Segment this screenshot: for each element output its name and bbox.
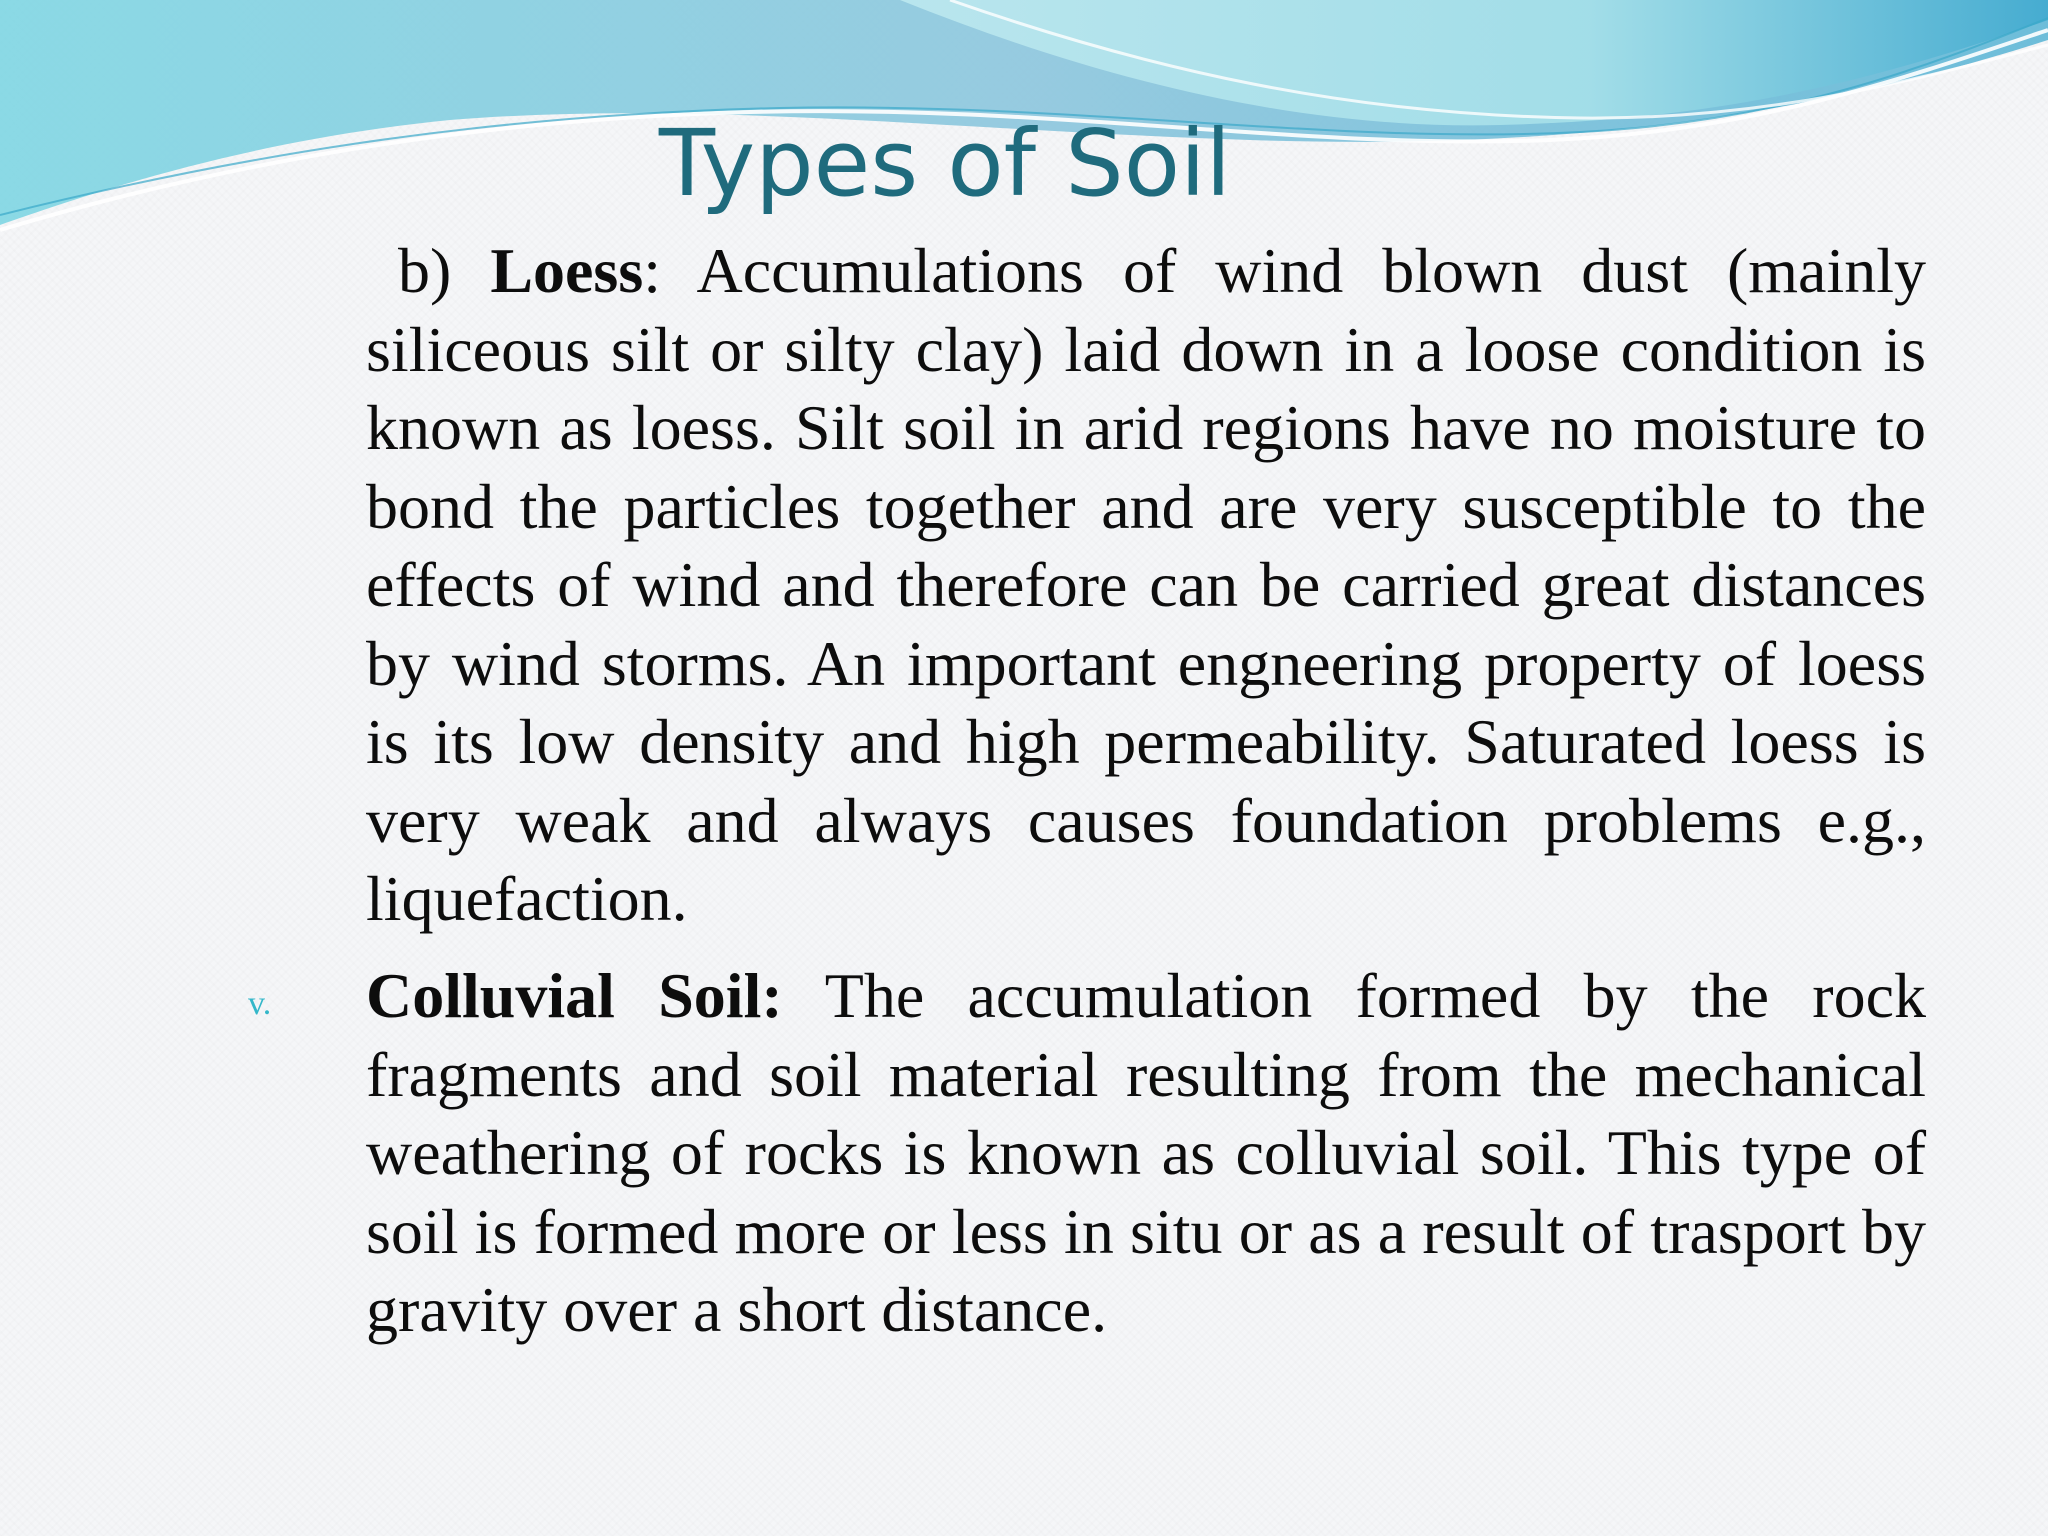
colluvial-text: The accumulation formed by the rock fragments and soil material resulting from the mechanical weathering of rocks is known as colluvial soil. This type of soil is formed more or less in situ or as a result of trasport by gravity over a short distance. <box>366 960 1927 1345</box>
colluvial-term: Colluvial Soil: <box>366 960 783 1031</box>
loess-text: : Accumulations of wind blown dust (mainly siliceous silt or silty clay) laid down in a loose condition is known as loess. Silt soil in arid regions have no moisture to bond the particles together and are very susceptible to the effects of wind and therefore can be carried great distances by wind storms. An important engneering property of loess is its low density and high permeability. Saturated loess is very weak and always causes foundation problems e.g., liquefaction. <box>366 235 1926 934</box>
loess-prefix: b) <box>398 235 491 306</box>
slide-title: Types of Soil <box>658 110 1232 217</box>
loess-term: Loess <box>490 235 644 306</box>
loess-paragraph <box>366 232 1926 939</box>
bullet-marker: v. <box>248 985 272 1022</box>
colluvial-paragraph <box>366 957 1926 1350</box>
